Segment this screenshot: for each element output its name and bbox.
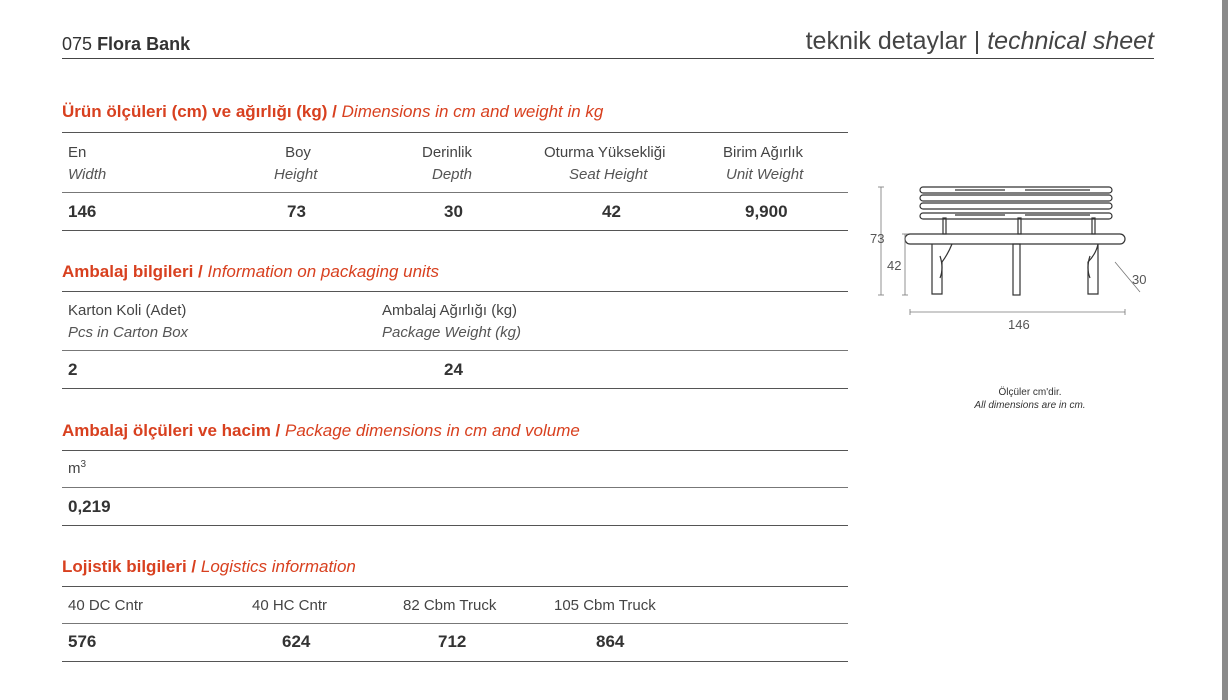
packaging-top-rule xyxy=(62,291,848,292)
height-label-tr: Boy xyxy=(285,144,311,161)
model-number: 075 xyxy=(62,34,93,54)
logistics-value-40hc: 624 xyxy=(282,632,311,651)
packaging-section xyxy=(62,262,848,390)
package-dims-title-tr: Ambalaj ölçüleri ve hacim xyxy=(62,421,271,440)
dimensions-title-slash: / xyxy=(332,102,337,121)
product-title xyxy=(62,34,190,55)
package-weight-label-tr: Ambalaj Ağırlığı (kg) xyxy=(382,302,518,319)
logistics-title xyxy=(62,557,848,577)
package-dims-mid-rule xyxy=(62,487,848,488)
packaging-title-tr: Ambalaj bilgileri xyxy=(62,262,194,281)
packaging-title xyxy=(62,262,848,282)
packaging-bottom-rule xyxy=(62,388,848,389)
page-edge-bar xyxy=(1222,0,1228,700)
sheet-title-en: technical sheet xyxy=(987,27,1154,55)
dimensions-bottom-rule xyxy=(62,230,848,231)
depth-value: 30 xyxy=(444,202,463,221)
page-header xyxy=(62,22,1154,59)
package-dims-title-slash: / xyxy=(275,421,281,440)
depth-label-en: Depth xyxy=(432,166,473,183)
dimensions-note-en: All dimensions are in cm. xyxy=(974,400,1086,411)
unit-weight-label-en: Unit Weight xyxy=(726,166,804,183)
backrest-slat xyxy=(920,195,1112,201)
logistics-section xyxy=(62,557,848,667)
carton-value: 2 xyxy=(68,360,78,379)
depth-label-tr: Derinlik xyxy=(422,144,473,161)
volume-unit-exponent: 3 xyxy=(80,459,87,470)
width-dim-label: 146 xyxy=(1008,317,1030,332)
sheet-title-separator: | xyxy=(973,27,981,55)
dimensions-note xyxy=(960,386,1100,412)
sheet-title-tr: teknik detaylar xyxy=(805,27,967,55)
bench-right-leg xyxy=(1088,244,1098,294)
width-label-en: Width xyxy=(68,166,107,183)
seat-dim-label: 42 xyxy=(887,258,902,273)
logistics-bottom-rule xyxy=(62,661,848,662)
package-dims-section xyxy=(62,421,848,529)
height-value: 73 xyxy=(287,202,306,221)
width-value: 146 xyxy=(68,202,97,221)
seat-height-label-tr: Oturma Yüksekliği xyxy=(544,144,666,161)
bench-middle-leg xyxy=(1013,244,1020,295)
backrest-support xyxy=(1092,218,1095,234)
package-dims-bottom-rule xyxy=(62,525,848,526)
logistics-label-82cbm: 82 Cbm Truck xyxy=(403,597,497,614)
logistics-title-en: Logistics information xyxy=(200,557,356,576)
package-weight-label-en: Package Weight (kg) xyxy=(382,324,521,341)
dimensions-title-tr: Ürün ölçüleri (cm) ve ağırlığı (kg) xyxy=(62,102,328,121)
seat-height-value: 42 xyxy=(602,202,621,221)
volume-value: 0,219 xyxy=(68,497,111,516)
logistics-label-40dc: 40 DC Cntr xyxy=(68,597,144,614)
logistics-value-82cbm: 712 xyxy=(438,632,467,651)
logistics-title-slash: / xyxy=(191,557,197,576)
height-label-en: Height xyxy=(274,166,318,183)
dimensions-top-rule xyxy=(62,132,848,133)
bench-drawing xyxy=(860,182,1160,342)
unit-weight-value: 9,900 xyxy=(745,202,788,221)
width-label-tr: En xyxy=(68,144,87,161)
bench-outline xyxy=(905,187,1125,295)
volume-unit-label xyxy=(68,459,86,477)
logistics-mid-rule xyxy=(62,623,848,624)
backrest-slat xyxy=(920,213,1112,219)
dimensions-note-tr: Ölçüler cm'dir. xyxy=(998,387,1062,398)
packaging-title-slash: / xyxy=(198,262,203,281)
package-dims-top-rule xyxy=(62,450,848,451)
bench-drawing-svg xyxy=(860,182,1160,342)
dimensions-section xyxy=(62,102,848,232)
carton-label-en: Pcs in Carton Box xyxy=(68,324,189,341)
logistics-title-tr: Lojistik bilgileri xyxy=(62,557,187,576)
seat-height-label-en: Seat Height xyxy=(569,166,648,183)
sheet-title xyxy=(806,27,1154,56)
package-dims-title xyxy=(62,421,848,441)
backrest-support xyxy=(943,218,946,234)
packaging-mid-rule xyxy=(62,350,848,351)
logistics-value-40dc: 576 xyxy=(68,632,97,651)
backrest-slat xyxy=(920,203,1112,209)
logistics-label-40hc: 40 HC Cntr xyxy=(252,597,328,614)
bench-left-leg-detail xyxy=(940,256,942,278)
volume-unit: m xyxy=(68,460,81,477)
packaging-title-en: Information on packaging units xyxy=(207,262,440,281)
package-dims-title-en: Package dimensions in cm and volume xyxy=(285,421,580,440)
backrest-support xyxy=(1018,218,1021,234)
depth-dim-label: 30 xyxy=(1132,272,1147,287)
logistics-value-105cbm: 864 xyxy=(596,632,625,651)
height-dim-label: 73 xyxy=(870,231,885,246)
dimensions-mid-rule xyxy=(62,192,848,193)
logistics-label-105cbm: 105 Cbm Truck xyxy=(554,597,656,614)
unit-weight-label-tr: Birim Ağırlık xyxy=(723,144,804,161)
logistics-top-rule xyxy=(62,586,848,587)
carton-label-tr: Karton Koli (Adet) xyxy=(68,302,187,319)
package-weight-value: 24 xyxy=(444,360,463,379)
dimensions-title xyxy=(62,102,848,122)
dimension-lines xyxy=(878,187,1140,315)
model-name: Flora Bank xyxy=(97,34,191,54)
dimensions-title-en: Dimensions in cm and weight in kg xyxy=(341,102,604,121)
bench-seat xyxy=(905,234,1125,244)
